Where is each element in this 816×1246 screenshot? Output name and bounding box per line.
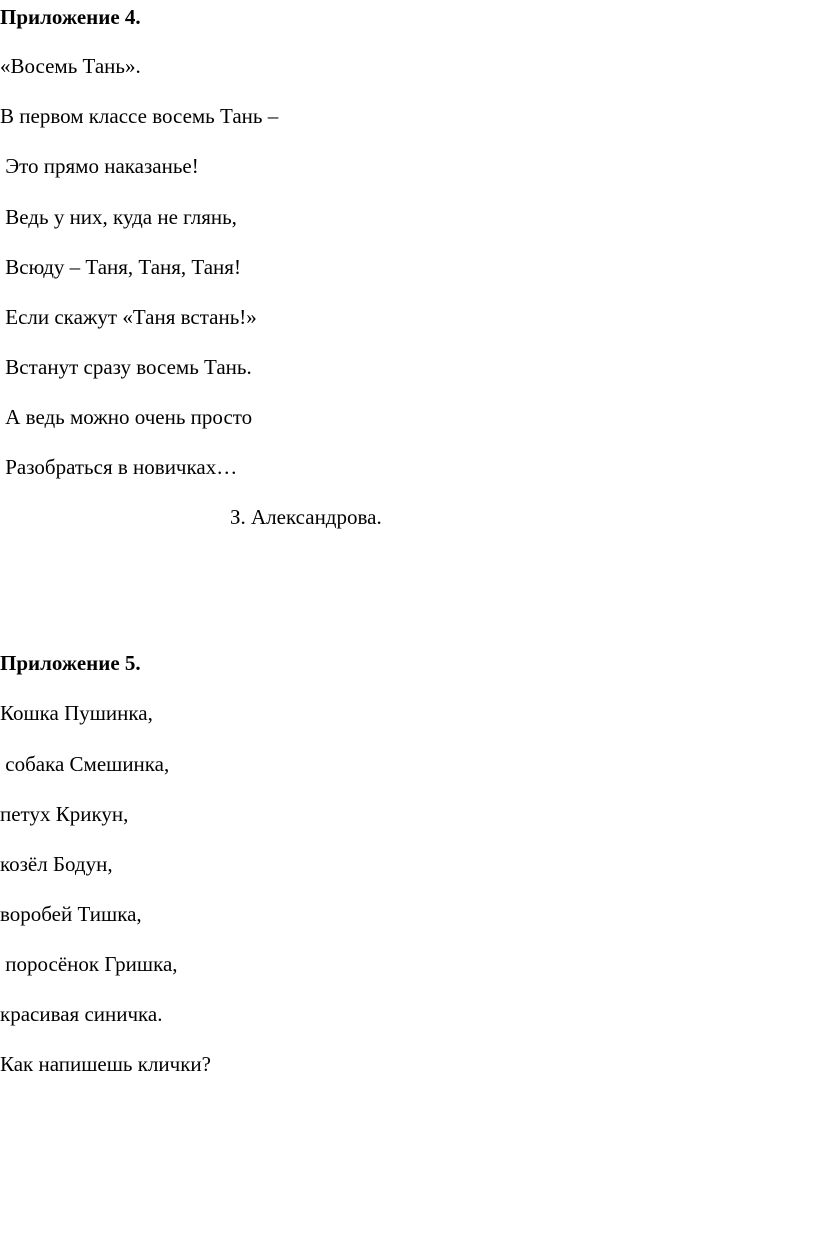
poem-line: А ведь можно очень просто xyxy=(0,405,253,429)
poem-line: Если скажут «Таня встань!» xyxy=(0,305,257,329)
rhyme-line: Как напишешь клички? xyxy=(0,1052,211,1076)
poem-author: З. Александрова. xyxy=(230,505,382,529)
poem-line: Ведь у них, куда не глянь, xyxy=(0,205,237,229)
poem-line: Это прямо наказанье! xyxy=(0,154,199,178)
appendix-5-heading: Приложение 5. xyxy=(0,651,141,675)
poem-line: Разобраться в новичках… xyxy=(0,455,238,479)
poem-line: В первом классе восемь Тань – xyxy=(0,104,279,128)
rhyme-line: поросёнок Гришка, xyxy=(0,952,178,976)
poem-line: Встанут сразу восемь Тань. xyxy=(0,355,252,379)
rhyme-line: петух Крикун, xyxy=(0,802,129,826)
rhyme-line: воробей Тишка, xyxy=(0,902,142,926)
rhyme-line: козёл Бодун, xyxy=(0,852,113,876)
appendix-4-heading: Приложение 4. xyxy=(0,5,141,29)
poem-title: «Восемь Тань». xyxy=(0,54,141,78)
rhyme-line: Кошка Пушинка, xyxy=(0,701,153,725)
rhyme-line: собака Смешинка, xyxy=(0,752,170,776)
rhyme-line: красивая синичка. xyxy=(0,1002,163,1026)
poem-line: Всюду – Таня, Таня, Таня! xyxy=(0,255,241,279)
